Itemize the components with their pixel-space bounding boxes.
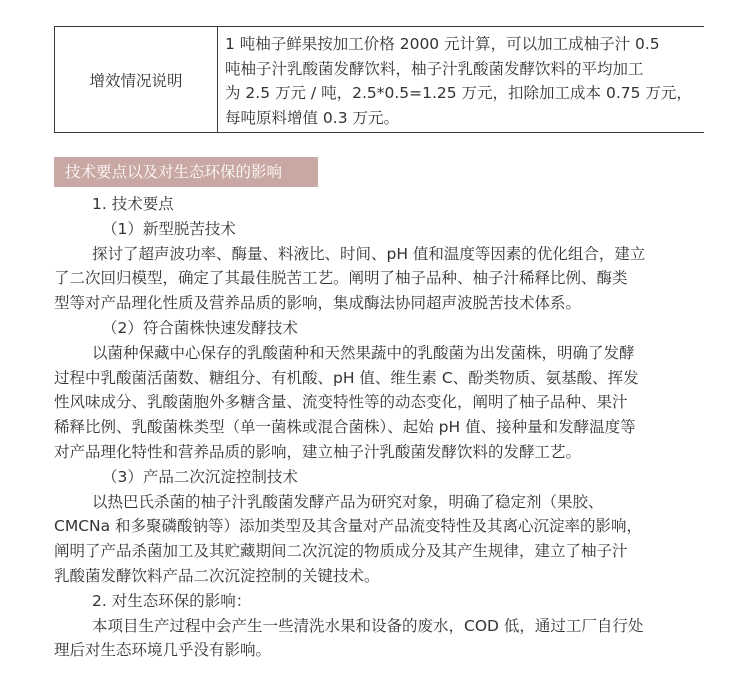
paragraph-line: 了二次回归模型，确定了其最佳脱苦工艺。阐明了柚子品种、柚子汁稀释比例、酶类 [54,269,628,288]
section-title: 技术要点以及对生态环保的影响 [54,157,318,187]
paragraph-line: 本项目生产过程中会产生一些清洗水果和设备的废水，COD 低，通过工厂自行处 [92,616,644,635]
table-content-cell [218,27,704,132]
table-content-line: 1 吨柚子鲜果按加工价格 2000 元计算，可以加工成柚子汁 0.5 [225,35,660,53]
value-added-table [54,26,704,133]
heading-eco-impact: 2. 对生态环保的影响： [92,591,252,610]
table-label-cell: 增效情况说明 [55,27,218,132]
paragraph-line: 型等对产品理化性质及营养品质的影响，集成酶法协同超声波脱苦技术体系。 [54,294,582,313]
paragraph-line: 性风味成分、乳酸菌胞外多糖含量、流变特性等的动态变化，阐明了柚子品种、果汁 [54,393,628,412]
paragraph-line: 乳酸菌发酵饮料产品二次沉淀控制的关键技术。 [54,566,380,585]
paragraph-line: 过程中乳酸菌活菌数、糖组分、有机酸、pH 值、维生素 C、酚类物质、氨基酸、挥发 [54,368,639,387]
paragraph-line: 阐明了产品杀菌加工及其贮藏期间二次沉淀的物质成分及其产生规律，建立了柚子汁 [54,542,628,561]
subheading-debittering: （1）新型脱苦技术 [102,219,236,238]
table-content-line: 每吨原料增值 0.3 万元。 [225,108,400,127]
paragraph-line: 以热巴氏杀菌的柚子汁乳酸菌发酵产品为研究对象，明确了稳定剂（果胶、 [92,492,604,511]
subheading-sediment-control: （3）产品二次沉淀控制技术 [102,467,298,486]
paragraph-line: 稀释比例、乳酸菌株类型（单一菌株或混合菌株）、起始 pH 值、接种量和发酵温度等 [54,418,636,437]
heading-tech-points: 1. 技术要点 [92,195,174,213]
subheading-fermentation: （2）符合菌株快速发酵技术 [102,318,298,337]
table-content-line: 为 2.5 万元 / 吨，2.5*0.5=1.25 万元，扣除加工成本 0.75 万元， [225,84,692,102]
paragraph-line: 对产品理化特性和营养品质的影响，建立柚子汁乳酸菌发酵饮料的发酵工艺。 [54,442,582,461]
table-content-line: 吨柚子汁乳酸菌发酵饮料，柚子汁乳酸菌发酵饮料的平均加工 [225,59,644,78]
paragraph-line: 以菌种保藏中心保存的乳酸菌种和天然果蔬中的乳酸菌为出发菌株，明确了发酵 [92,343,635,362]
paragraph-line: 探讨了超声波功率、酶量、料液比、时间、pH 值和温度等因素的优化组合，建立 [92,244,646,263]
paragraph-line: 理后对生态环境几乎没有影响。 [54,641,272,660]
body-text [54,192,714,663]
paragraph-line: CMCNa 和多聚磷酸钠等）添加类型及其含量对产品流变特性及其离心沉淀率的影响， [54,517,643,536]
